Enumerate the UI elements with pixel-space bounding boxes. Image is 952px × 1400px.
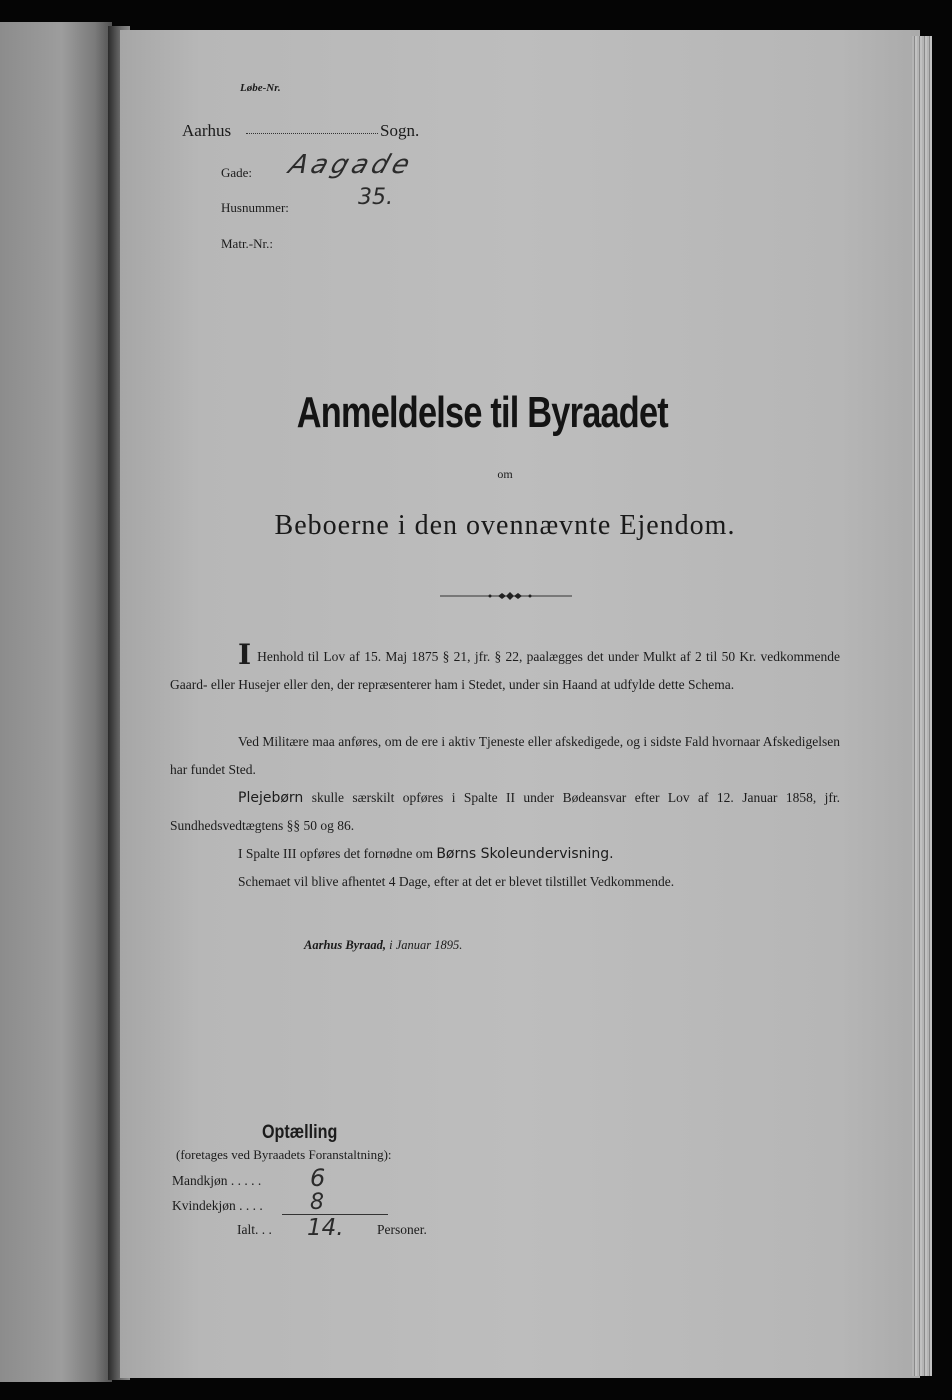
- signature-date: i Januar 1895.: [389, 938, 463, 952]
- lobe-nr-label: Løbe-Nr.: [240, 82, 281, 94]
- ialt-value: 14.: [307, 1215, 344, 1241]
- paragraph-1: [170, 638, 840, 699]
- paragraph-3-text: skulle særskilt opføres i Spalte II under Bødeansvar efter Lov af 12. Januar 1858, jfr. Sundhedsvedtægtens §§ 50 og 86.: [170, 790, 841, 833]
- kvindekjon-value: 8: [310, 1190, 324, 1215]
- count-title: Optælling: [262, 1122, 338, 1143]
- kvindekjon-label: Kvindekjøn . . . .: [172, 1198, 263, 1213]
- paragraph-3: [170, 784, 840, 840]
- signature-issuer: Aarhus Byraad,: [304, 938, 386, 952]
- document-subtitle: Beboerne i den ovennævnte Ejendom.: [274, 510, 736, 541]
- mandkjon-label: Mandkjøn . . . . .: [172, 1173, 262, 1188]
- sogn-dotted-line: [246, 132, 378, 134]
- skoleundervisning-term: Børns Skoleundervisning.: [436, 846, 614, 862]
- personer-label: Personer.: [377, 1222, 427, 1237]
- paragraph-4: [170, 840, 840, 868]
- dropcap: I: [238, 638, 252, 671]
- husnummer-label: Husnummer:: [221, 200, 289, 215]
- city-label: Aarhus: [182, 121, 232, 140]
- husnummer-handwritten-value: 35.: [358, 185, 393, 210]
- ialt-label: Ialt. . .: [237, 1222, 272, 1237]
- signature-line: [304, 938, 462, 953]
- plejeborn-term: Plejebørn: [238, 790, 304, 806]
- paragraph-2: Ved Militære maa anføres, om de ere i aktiv Tjeneste eller afskedigede, og i sidste Fald hvornaar Afskedigelsen har fundet Sted.: [170, 734, 840, 777]
- gade-label: Gade:: [221, 165, 253, 180]
- title-connector: om: [497, 467, 513, 481]
- left-facing-page: [0, 22, 112, 1382]
- matr-nr-label: Matr.-Nr.:: [221, 236, 273, 251]
- count-note: (foretages ved Byraadets Foranstaltning):: [176, 1147, 392, 1162]
- paragraph-5: Schemaet vil blive afhentet 4 Dage, efter at det er blevet tilstillet Vedkommende.: [238, 874, 675, 889]
- sogn-label: Sogn.: [380, 121, 420, 140]
- page-edges: [912, 36, 932, 1376]
- paragraph-4-text: I Spalte III opføres det fornødne om: [238, 846, 433, 861]
- gade-handwritten-value: Aagade: [285, 150, 418, 180]
- mandkjon-value: 6: [310, 1164, 326, 1192]
- document-title: Anmeldelse til Byraadet: [296, 388, 668, 437]
- paragraph-1-text: Henhold til Lov af 15. Maj 1875 § 21, jfr. § 22, paalægges det under Mulkt af 2 til 50 Kr. vedkommende Gaard- eller Husejer eller den, der repræsenterer ham i Stedet, under sin Haand at udfylde dette Schema.: [170, 649, 840, 692]
- ornament-divider: [440, 590, 572, 602]
